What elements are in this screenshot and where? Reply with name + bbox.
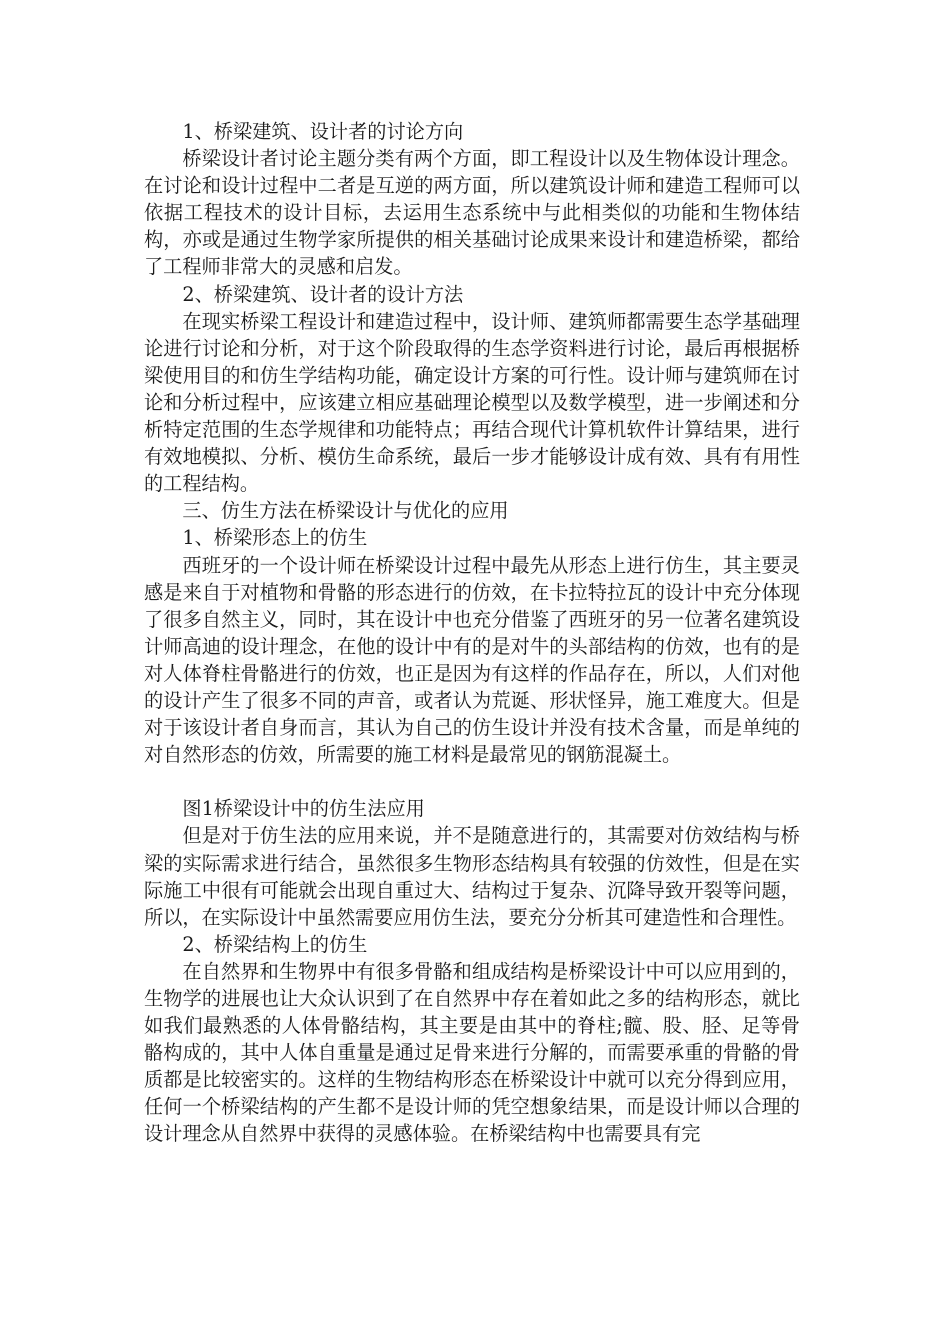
body-paragraph: 在现实桥梁工程设计和建造过程中，设计师、建筑师都需要生态学基础理论进行讨论和分析，对于这个阶段取得的生态学资料进行讨论，最后再根据桥梁使用目的和仿生学结构功能，确定设计方案的可行性。设计师与建筑师在讨论和分析过程中，应该建立相应基础理论模型以及数学模型，进一步阐述和分析特定范围的生态学规律和功能特点；再结合现代计算机软件计算结果，进行有效地模拟、分析、模仿生命系统，最后一步才能够设计成有效、具有有用性的工程结构。 — [144, 309, 800, 496]
body-paragraph: 在自然界和生物界中有很多骨骼和组成结构是桥梁设计中可以应用到的，生物学的进展也让大众认识到了在自然界中存在着如此之多的结构形态，就比如我们最熟悉的人体骨骼结构，其主要是由其中的脊柱;髋、股、胫、足等骨骼构成的，其中人体自重量是通过足骨来进行分解的，而需要承重的骨骼的骨质都是比较密实的。这样的生物结构形态在桥梁设计中就可以充分得到应用，任何一个桥梁结构的产生都不是设计师的凭空想象结果，而是设计师以合理的设计理念从自然界中获得的灵感体验。在桥梁结构中也需要具有完 — [144, 959, 800, 1146]
body-paragraph: 但是对于仿生法的应用来说，并不是随意进行的，其需要对仿效结构与桥梁的实际需求进行结合，虽然很多生物形态结构具有较强的仿效性，但是在实际施工中很有可能就会出现自重过大、结构过于复杂、沉降导致开裂等问题，所以，在实际设计中虽然需要应用仿生法，要充分分析其可建造性和合理性。 — [144, 824, 800, 929]
figure-placeholder — [144, 768, 800, 795]
figure-caption: 图1桥梁设计中的仿生法应用 — [182, 797, 425, 821]
chapter-heading: 三、仿生方法在桥梁设计与优化的应用 — [182, 499, 509, 523]
section-heading: 2、桥梁建筑、设计者的设计方法 — [182, 282, 464, 306]
document-body — [144, 118, 800, 1148]
section-heading: 1、桥梁建筑、设计者的讨论方向 — [182, 120, 464, 143]
body-paragraph: 桥梁设计者讨论主题分类有两个方面，即工程设计以及生物体设计理念。在讨论和设计过程中二者是互逆的两方面，所以建筑设计师和建造工程师可以依据工程技术的设计目标，去运用生态系统中与此相类似的功能和生物体结构，亦或是通过生物学家所提供的相关基础讨论成果来设计和建造桥梁，都给了工程师非常大的灵感和启发。 — [144, 147, 800, 279]
body-paragraph: 西班牙的一个设计师在桥梁设计过程中最先从形态上进行仿生，其主要灵感是来自于对植物和骨骼的形态进行的仿效，在卡拉特拉瓦的设计中充分体现了很多自然主义，同时，其在设计中也充分借鉴了西班牙的另一位著名建筑设计师高迪的设计理念，在他的设计中有的是对牛的头部结构的仿效，也有的是对人体脊柱骨骼进行的仿效，也正是因为有这样的作品存在，所以，人们对他的设计产生了很多不同的声音，或者认为荒诞、形状怪异，施工难度大。但是对于该设计者自身而言，其认为自己的仿生设计并没有技术含量，而是单纯的对自然形态的仿效，所需要的施工材料是最常见的钢筋混凝土。 — [144, 553, 800, 767]
section-heading: 2、桥梁结构上的仿生 — [182, 932, 368, 956]
section-heading: 1、桥梁形态上的仿生 — [182, 526, 368, 550]
